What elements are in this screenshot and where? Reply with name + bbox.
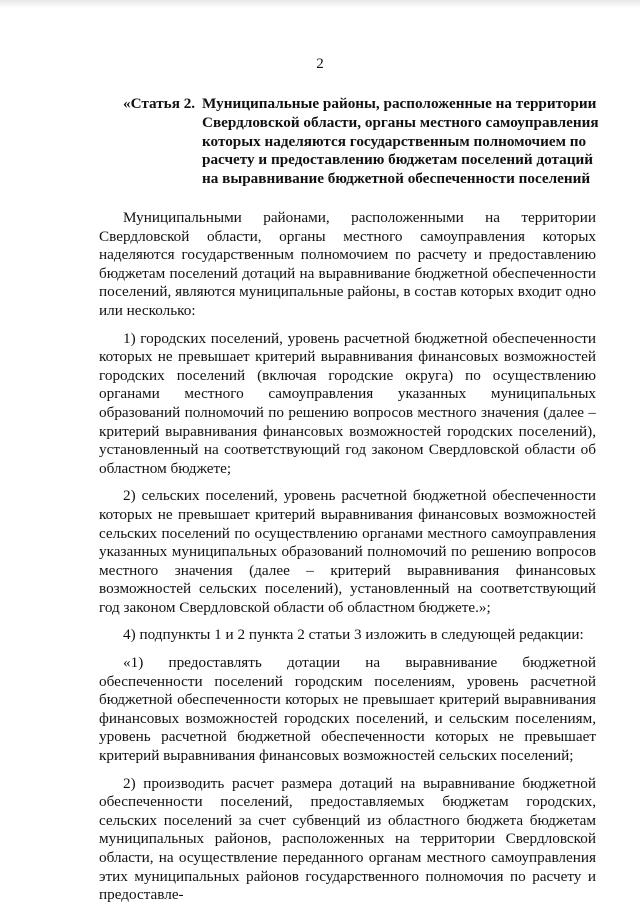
paragraph-item-1: 1) городских поселений, уровень расчетной бюджетной обеспеченности которых не превышает критерий выравнивания финансовых возможностей городских поселений (включая городские округа) по осуществлению органами местного самоуправления указанных муниципальных образований полномочий по решению вопросов местного значения (далее – критерий выравнивания финансовых возможностей городских поселений), установленный на соответствующий год законом Свердловской области об областном бюджете; <box>99 329 596 477</box>
paragraph-sub-1: «1) предоставлять дотации на выравнивание бюджетной обеспеченности поселений городским поселениям, уровень расчетной бюджетной обеспеченности которых не превышает критерий выравнивания финансовых возможностей городских поселений, и сельским поселениям, уровень расчетной бюджетной обеспеченности которых не превышает критерий выравнивания финансовых возможностей сельских поселений; <box>99 654 596 765</box>
article-title: Муниципальные районы, расположенные на территории Свердловской области, органы местного самоуправления которых наделяются государственным полномочием по расчету и предоставлению бюджетам поселений дотаций на выравнивание бюджетной обеспеченности поселений <box>202 95 599 188</box>
paragraph-item-4: 4) подпункты 1 и 2 пункта 2 статьи 3 изложить в следующей редакции: <box>123 626 584 644</box>
paragraph-sub-2: 2) производить расчет размера дотаций на выравнивание бюджетной обеспеченности поселений, предоставляемых бюджетам городских, сельских поселений за счет субвенций из областного бюджета бюджетам муниципальных районов, расположенных на территории Свердловской области, на осуществление переданного органам местного самоуправления этих муниципальных районов государственного полномочия по расчету и предоставле- <box>99 774 596 904</box>
scan-edge <box>0 0 640 8</box>
page-number: 2 <box>316 56 324 72</box>
document-body <box>99 209 596 914</box>
article-heading <box>123 95 603 189</box>
paragraph-item-2: 2) сельских поселений, уровень расчетной бюджетной обеспеченности которых не превышает критерий выравнивания финансовых возможностей сельских поселений по осуществлению органами местного самоуправления указанных муниципальных образований полномочий по решению вопросов местного значения (далее – критерий выравнивания финансовых возможностей сельских поселений), установленный на соответствующий год законом Свердловской области об областном бюджете.»; <box>99 487 596 616</box>
paragraph-intro: Муниципальными районами, расположенными на территории Свердловской области, органы местного самоуправления которых наделяются государственным полномочием по расчету и предоставлению бюджетам поселений дотаций на выравнивание бюджетной обеспеченности поселений, являются муниципальные районы, в состав которых входит одно или несколько: <box>99 209 596 319</box>
article-number: «Статья 2. <box>123 95 196 112</box>
